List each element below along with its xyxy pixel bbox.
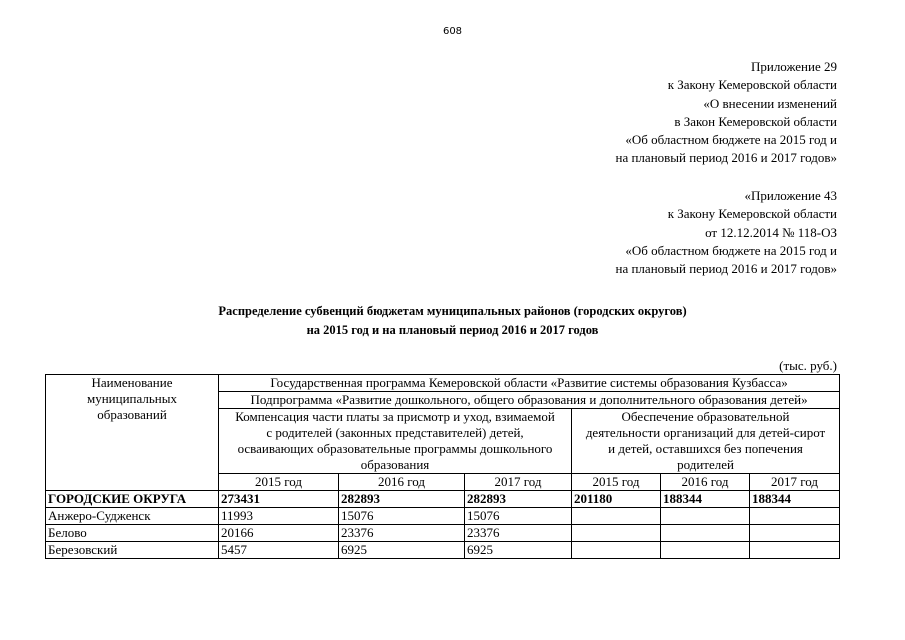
appendix-line: «Приложение 43 <box>744 188 837 203</box>
subprogram-header: Подпрограмма «Развитие дошкольного, общего образования и дополнительного образования детей» <box>219 392 840 409</box>
header-line: образования <box>360 457 430 472</box>
cell <box>661 525 750 542</box>
cell: 6925 <box>465 542 572 559</box>
cell <box>750 508 840 525</box>
cell <box>572 508 661 525</box>
table-row <box>46 542 840 559</box>
header-line: осваивающих образовательные программы дошкольного <box>237 441 553 456</box>
orphans-group-header <box>572 409 840 474</box>
row-name: Березовский <box>46 542 219 559</box>
header-line: Наименование <box>91 375 173 390</box>
name-column-header <box>46 375 219 491</box>
row-name: Белово <box>46 525 219 542</box>
table-row <box>46 525 840 542</box>
appendix-header-2 <box>616 187 838 278</box>
cell: 20166 <box>219 525 339 542</box>
cell <box>661 542 750 559</box>
appendix-line: Приложение 29 <box>750 59 837 74</box>
appendix-line: в Закон Кемеровской области <box>674 113 837 129</box>
unit-label: (тыс. руб.) <box>779 358 837 373</box>
cell: 188344 <box>661 491 750 508</box>
cell <box>750 542 840 559</box>
cell: 11993 <box>219 508 339 525</box>
row-name: ГОРОДСКИЕ ОКРУГА <box>46 491 219 508</box>
appendix-line: к Закону Кемеровской области <box>667 206 837 222</box>
header-line: Компенсация части платы за присмотр и уход, взимаемой <box>235 409 555 424</box>
appendix-line: «Об областном бюджете на 2015 год и <box>625 132 837 148</box>
year-header: 2016 год <box>339 474 465 491</box>
header-line: деятельности организаций для детей-сирот <box>585 425 826 440</box>
cell <box>750 525 840 542</box>
subsidy-table <box>45 374 840 559</box>
appendix-header <box>616 58 838 168</box>
year-header: 2017 год <box>465 474 572 491</box>
cell: 282893 <box>465 491 572 508</box>
header-line: и детей, оставшихся без попечения <box>608 441 803 456</box>
document-title <box>0 302 905 339</box>
cell: 6925 <box>339 542 465 559</box>
year-header: 2016 год <box>661 474 750 491</box>
row-name: Анжеро-Судженск <box>46 508 219 525</box>
cell: 201180 <box>572 491 661 508</box>
appendix-line: «О внесении изменений <box>703 95 837 111</box>
header-line: с родителей (законных представителей) детей, <box>266 425 524 440</box>
appendix-line: к Закону Кемеровской области <box>667 77 837 93</box>
cell: 188344 <box>750 491 840 508</box>
title-line-1: Распределение субвенций бюджетам муниципальных районов (городских округов) <box>218 304 687 318</box>
cell: 23376 <box>465 525 572 542</box>
header-line: муниципальных <box>86 391 177 406</box>
table-row <box>46 491 840 508</box>
cell: 5457 <box>219 542 339 559</box>
header-line: родителей <box>677 457 734 472</box>
year-header: 2015 год <box>572 474 661 491</box>
cell <box>572 525 661 542</box>
appendix-line: на плановый период 2016 и 2017 годов» <box>615 150 837 166</box>
header-line: Обеспечение образовательной <box>621 409 790 424</box>
program-header: Государственная программа Кемеровской области «Развитие системы образования Кузбасса» <box>219 375 840 392</box>
year-header: 2017 год <box>750 474 840 491</box>
compensation-group-header <box>219 409 572 474</box>
cell: 273431 <box>219 491 339 508</box>
appendix-line: на плановый период 2016 и 2017 годов» <box>615 261 837 277</box>
table-row <box>46 508 840 525</box>
appendix-line: от 12.12.2014 № 118-ОЗ <box>705 224 837 240</box>
appendix-line: «Об областном бюджете на 2015 год и <box>625 242 837 258</box>
cell: 15076 <box>465 508 572 525</box>
cell <box>661 508 750 525</box>
title-line-2: на 2015 год и на плановый период 2016 и 2017 годов <box>306 322 599 337</box>
page-number: 608 <box>442 26 463 37</box>
cell: 23376 <box>339 525 465 542</box>
cell <box>572 542 661 559</box>
cell: 282893 <box>339 491 465 508</box>
year-header: 2015 год <box>219 474 339 491</box>
header-line: образований <box>97 407 167 422</box>
cell: 15076 <box>339 508 465 525</box>
